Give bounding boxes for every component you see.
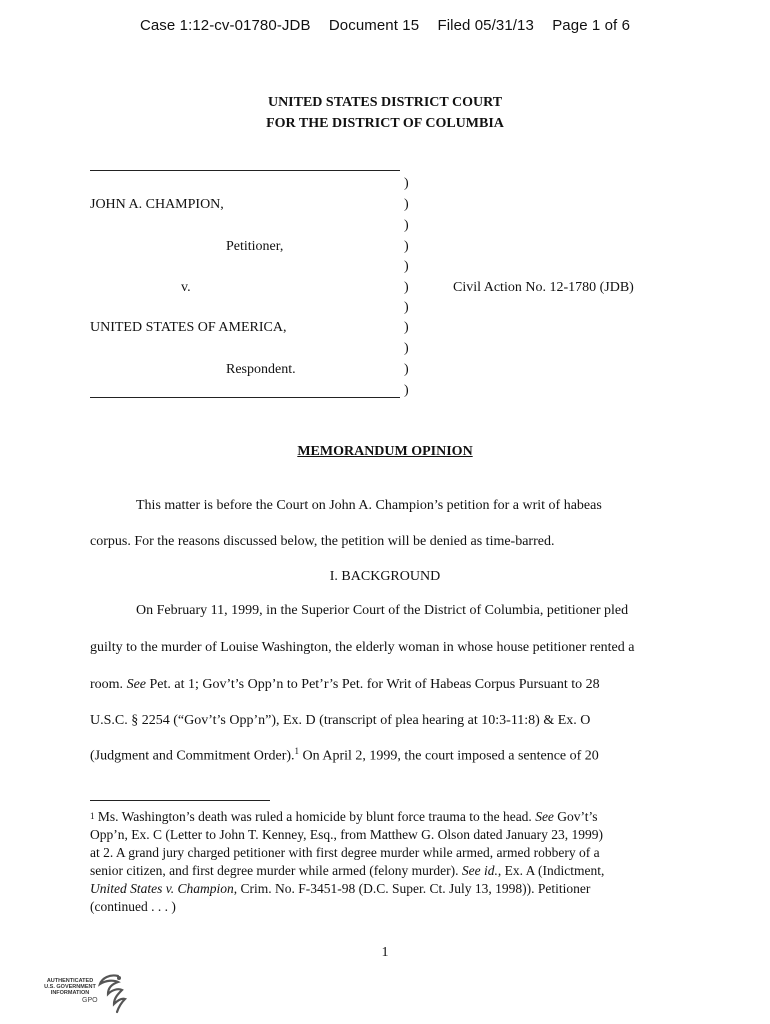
gpo-seal-line: INFORMATION [50, 990, 90, 996]
case-citation: United States v. Champion [90, 881, 234, 896]
text-run: Ms. Washington’s death was ruled a homicide by blunt force trauma to the head. [94, 809, 536, 824]
footnote-line: Opp’n, Ex. C (Letter to John T. Kenney, Esq., from Matthew G. Olson dated January 23, 1999) [90, 827, 604, 842]
paren: ) [404, 320, 409, 335]
footnote-reference[interactable]: 1 [294, 746, 300, 756]
text-run: On April 2, 1999, the court imposed a sentence of 20 [299, 748, 599, 764]
paren: ) [404, 341, 409, 356]
footnote-line: at 2. A grand jury charged petitioner with first degree murder while armed, armed robbery of a [90, 845, 600, 860]
petitioner-role: Petitioner, [226, 239, 284, 254]
footnote-line: (continued . . . ) [90, 899, 176, 914]
paren: ) [404, 176, 409, 191]
citation-signal: See [126, 677, 146, 692]
gpo-authentication-seal [40, 972, 130, 1016]
text-run: , Ex. A (Indictment, [497, 863, 605, 878]
text-run: room. [90, 677, 127, 692]
gpo-mark: GPO [82, 997, 98, 1004]
paren: ) [404, 259, 409, 274]
versus: v. [181, 280, 191, 295]
caption-top-rule [90, 170, 400, 171]
gpo-seal-line: AUTHENTICATED [46, 978, 94, 984]
paren: ) [404, 239, 409, 254]
paren: ) [404, 362, 409, 377]
case-number: Case 1:12-cv-01780-JDB [139, 17, 311, 34]
page-count: Page 1 of 6 [552, 17, 631, 34]
body-line: On February 11, 1999, in the Superior Court of the District of Columbia, petitioner pled [136, 603, 629, 618]
filed-date: Filed 05/31/13 [437, 17, 534, 34]
document-number: Document 15 [328, 17, 420, 34]
body-line [90, 746, 690, 765]
text-run: senior citizen, and first degree murder while armed (felony murder). [90, 863, 462, 878]
gpo-seal-text [40, 978, 100, 996]
case-header [0, 17, 770, 34]
respondent-role: Respondent. [226, 362, 296, 377]
footnote-marker: 1 [90, 811, 95, 821]
document-title: MEMORANDUM OPINION [297, 444, 473, 459]
footnote-line [90, 862, 690, 880]
respondent-name: UNITED STATES OF AMERICA, [90, 320, 287, 335]
text-run: Gov’t’s [553, 809, 598, 824]
petitioner-name: JOHN A. CHAMPION, [90, 197, 224, 212]
page-number: 1 [381, 945, 389, 960]
paren: ) [404, 383, 409, 398]
gpo-seal-line: U.S. GOVERNMENT [44, 984, 96, 990]
caption-bottom-rule [90, 397, 400, 398]
text-run: , Crim. No. F-3451-98 (D.C. Super. Ct. July 13, 1998)). Petitioner [233, 881, 591, 896]
footnote-line [90, 880, 690, 898]
court-name-line2: FOR THE DISTRICT OF COLUMBIA [266, 116, 504, 131]
paren: ) [404, 300, 409, 315]
civil-action-number: Civil Action No. 12-1780 (JDB) [453, 280, 634, 295]
footnote-separator [90, 800, 270, 801]
citation-signal: See [535, 809, 554, 824]
body-line: This matter is before the Court on John A. Champion’s petition for a writ of habeas [136, 498, 602, 513]
text-run: Pet. at 1; Gov’t’s Opp’n to Pet’r’s Pet. for Writ of Habeas Corpus Pursuant to 28 [146, 677, 600, 692]
body-line: U.S.C. § 2254 (“Gov’t’s Opp’n”), Ex. D (transcript of plea hearing at 10:3-11:8) & Ex. O [90, 713, 591, 728]
citation-signal: See id. [461, 863, 498, 878]
body-line [90, 677, 690, 693]
footnote-line [90, 808, 690, 826]
paren: ) [404, 197, 409, 212]
section-heading: I. BACKGROUND [329, 569, 441, 584]
text-run: (Judgment and Commitment Order). [90, 748, 295, 764]
court-name-line1: UNITED STATES DISTRICT COURT [267, 95, 503, 110]
paren: ) [404, 280, 409, 295]
body-line: corpus. For the reasons discussed below, the petition will be denied as time-barred. [90, 534, 555, 549]
paren: ) [404, 218, 409, 233]
body-line: guilty to the murder of Louise Washington, the elderly woman in whose house petitioner rented a [90, 640, 635, 655]
